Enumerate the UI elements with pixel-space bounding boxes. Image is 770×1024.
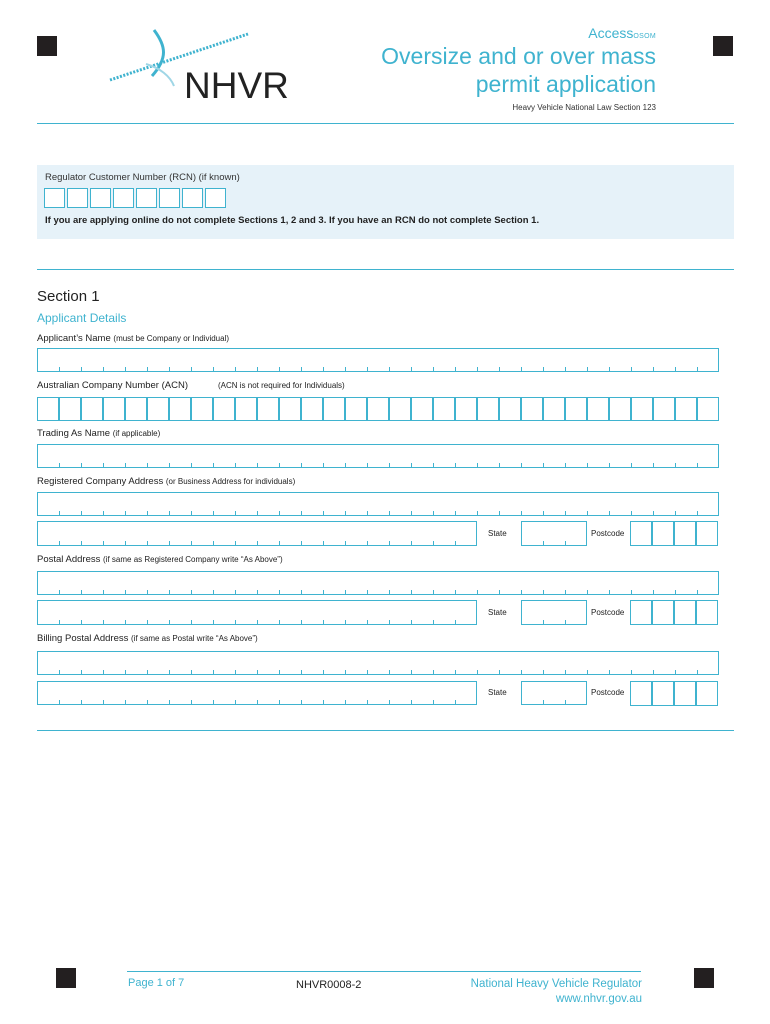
divider: [37, 123, 734, 124]
trading-name-label: Trading As Name (if applicable): [37, 428, 161, 439]
acn-cell[interactable]: [697, 397, 719, 421]
registration-mark-top-left: [37, 36, 57, 56]
rcn-label: Regulator Customer Number (RCN) (if known): [45, 172, 240, 183]
billing-address-line2-input[interactable]: [37, 681, 477, 705]
acn-cell[interactable]: [455, 397, 477, 421]
acn-cell[interactable]: [235, 397, 257, 421]
rcn-cell[interactable]: [182, 188, 203, 208]
acn-cell[interactable]: [345, 397, 367, 421]
billing-state-input[interactable]: [521, 681, 587, 705]
acn-cell[interactable]: [301, 397, 323, 421]
postcode-label: Postcode: [591, 608, 625, 617]
postcode-cell[interactable]: [696, 521, 718, 546]
page-title: Oversize and or over mass permit application: [381, 43, 656, 97]
nhvr-logo: [108, 28, 300, 103]
trading-name-input[interactable]: [37, 444, 719, 468]
form-code: NHVR0008-2: [296, 979, 362, 991]
acn-cell[interactable]: [367, 397, 389, 421]
rcn-input[interactable]: [44, 188, 228, 208]
postcode-cell[interactable]: [630, 600, 652, 625]
registered-address-label: Registered Company Address (or Business Address for individuals): [37, 476, 296, 487]
acn-cell[interactable]: [631, 397, 653, 421]
postcode-cell[interactable]: [674, 681, 696, 706]
postcode-label: Postcode: [591, 688, 625, 697]
postcode-cell[interactable]: [630, 681, 652, 706]
registration-mark-top-right: [713, 36, 733, 56]
postcode-cell[interactable]: [652, 600, 674, 625]
acn-cell[interactable]: [279, 397, 301, 421]
billing-postcode-input[interactable]: [630, 681, 718, 706]
acn-cell[interactable]: [125, 397, 147, 421]
acn-cell[interactable]: [587, 397, 609, 421]
rcn-cell[interactable]: [159, 188, 180, 208]
registration-mark-bottom-right: [694, 968, 714, 988]
organisation-name: National Heavy Vehicle Regulator: [470, 978, 642, 990]
acn-cell[interactable]: [499, 397, 521, 421]
acn-cell[interactable]: [37, 397, 59, 421]
acn-cell[interactable]: [477, 397, 499, 421]
state-label: State: [488, 688, 507, 697]
divider: [37, 730, 734, 731]
footer-divider: [127, 971, 641, 972]
applicant-name-input[interactable]: [37, 348, 719, 372]
acn-cell[interactable]: [103, 397, 125, 421]
page-subtitle: Heavy Vehicle National Law Section 123: [512, 103, 656, 112]
acn-cell[interactable]: [213, 397, 235, 421]
rcn-note: If you are applying online do not complete Sections 1, 2 and 3. If you have an RCN do not complete Section 1.: [45, 215, 540, 226]
postcode-cell[interactable]: [674, 521, 696, 546]
postcode-cell[interactable]: [652, 521, 674, 546]
postal-state-input[interactable]: [521, 600, 587, 625]
postcode-cell[interactable]: [652, 681, 674, 706]
registered-address-line2-input[interactable]: [37, 521, 477, 546]
rcn-cell[interactable]: [44, 188, 65, 208]
page-number: Page 1 of 7: [128, 977, 185, 989]
acn-cell[interactable]: [81, 397, 103, 421]
acn-cell[interactable]: [521, 397, 543, 421]
acn-label: Australian Company Number (ACN): [37, 380, 188, 391]
acn-cell[interactable]: [433, 397, 455, 421]
acn-hint: (ACN is not required for Individuals): [218, 381, 345, 390]
registration-mark-bottom-left: [56, 968, 76, 988]
rcn-cell[interactable]: [90, 188, 111, 208]
postcode-cell[interactable]: [674, 600, 696, 625]
acn-cell[interactable]: [653, 397, 675, 421]
postal-address-line1-input[interactable]: [37, 571, 719, 595]
registered-state-input[interactable]: [521, 521, 587, 546]
acn-cell[interactable]: [147, 397, 169, 421]
logo-text: NHVR: [184, 65, 289, 103]
divider: [37, 269, 734, 270]
rcn-cell[interactable]: [136, 188, 157, 208]
state-label: State: [488, 608, 507, 617]
section-subtitle: Applicant Details: [37, 311, 127, 325]
postal-address-line2-input[interactable]: [37, 600, 477, 625]
acn-input[interactable]: [37, 397, 719, 421]
postcode-cell[interactable]: [696, 681, 718, 706]
acn-cell[interactable]: [411, 397, 433, 421]
acn-cell[interactable]: [59, 397, 81, 421]
billing-address-line1-input[interactable]: [37, 651, 719, 675]
acn-cell[interactable]: [389, 397, 411, 421]
rcn-cell[interactable]: [67, 188, 88, 208]
acn-cell[interactable]: [609, 397, 631, 421]
acn-cell[interactable]: [675, 397, 697, 421]
acn-cell[interactable]: [565, 397, 587, 421]
postcode-label: Postcode: [591, 529, 625, 538]
postal-postcode-input[interactable]: [630, 600, 718, 625]
acn-cell[interactable]: [191, 397, 213, 421]
state-label: State: [488, 529, 507, 538]
rcn-cell[interactable]: [205, 188, 226, 208]
registered-address-line1-input[interactable]: [37, 492, 719, 516]
website-link[interactable]: www.nhvr.gov.au: [555, 993, 642, 1005]
acn-cell[interactable]: [543, 397, 565, 421]
rcn-cell[interactable]: [113, 188, 134, 208]
postcode-cell[interactable]: [630, 521, 652, 546]
postcode-cell[interactable]: [696, 600, 718, 625]
postal-address-label: Postal Address (if same as Registered Company write “As Above”): [37, 554, 283, 565]
acn-cell[interactable]: [257, 397, 279, 421]
access-label: AccessOSOM: [588, 25, 656, 41]
acn-cell[interactable]: [169, 397, 191, 421]
applicant-name-label: Applicant’s Name (must be Company or Individual): [37, 333, 230, 344]
acn-cell[interactable]: [323, 397, 345, 421]
billing-address-label: Billing Postal Address (if same as Postal write “As Above”): [37, 633, 258, 644]
section-title: Section 1: [37, 288, 100, 305]
registered-postcode-input[interactable]: [630, 521, 718, 546]
